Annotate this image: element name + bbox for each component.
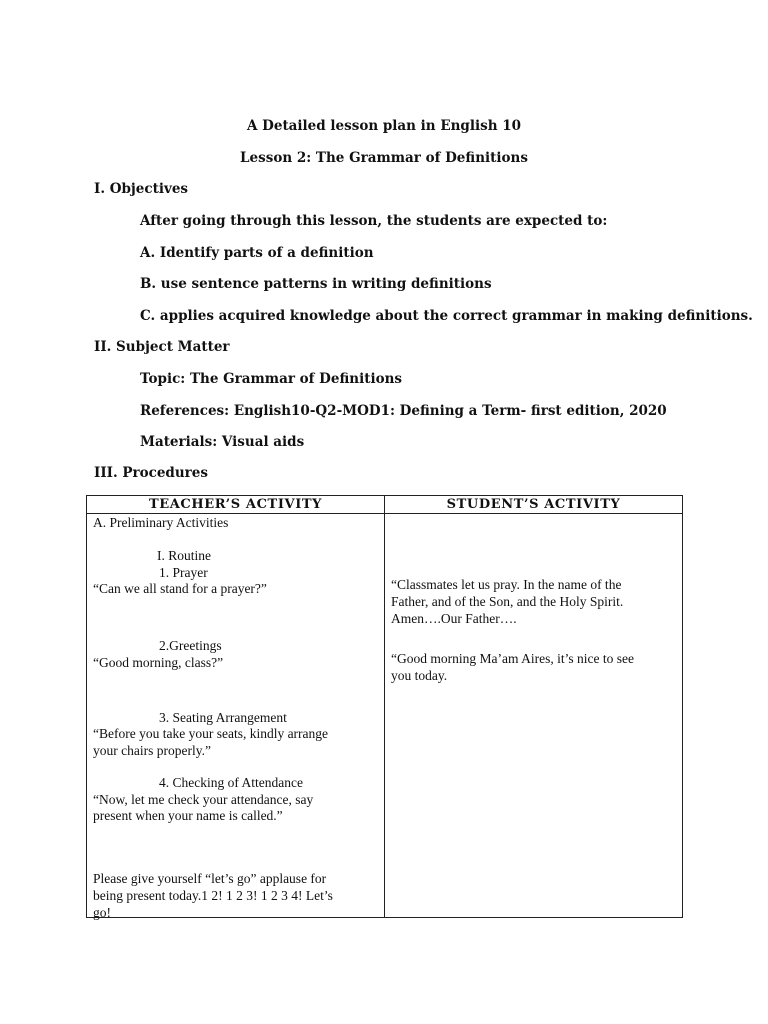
routine-label: I. Routine bbox=[157, 548, 211, 563]
procedures-heading: III. Procedures bbox=[94, 465, 208, 481]
topic-line: Topic: The Grammar of Definitions bbox=[140, 371, 402, 387]
document-title: A Detailed lesson plan in English 10 bbox=[246, 118, 522, 134]
student-activity-cell bbox=[385, 514, 683, 918]
seating-label: 3. Seating Arrangement bbox=[159, 710, 287, 725]
student-prayer-line: “Classmates let us pray. In the name of the bbox=[391, 577, 622, 592]
student-prayer-line: Father, and of the Son, and the Holy Spirit. bbox=[391, 594, 624, 609]
table-row bbox=[87, 514, 683, 918]
student-greeting-line: you today. bbox=[391, 668, 448, 683]
student-activity-header: STUDENT’S ACTIVITY bbox=[385, 496, 683, 514]
objective-item: A. Identify parts of a definition bbox=[140, 245, 374, 261]
teacher-activity-cell bbox=[87, 514, 385, 918]
applause-line: being present today.1 2! 1 2 3! 1 2 3 4! Let’s bbox=[93, 888, 333, 903]
lesson-title: Lesson 2: The Grammar of Definitions bbox=[240, 150, 528, 166]
subject-matter-heading: II. Subject Matter bbox=[94, 339, 230, 355]
teacher-activity-header: TEACHER’S ACTIVITY bbox=[87, 496, 385, 514]
applause-line: go! bbox=[93, 905, 111, 920]
attendance-label: 4. Checking of Attendance bbox=[159, 775, 303, 790]
references-line: References: English10-Q2-MOD1: Defining a Term- first edition, 2020 bbox=[140, 403, 667, 419]
prayer-label: 1. Prayer bbox=[159, 565, 208, 580]
greetings-label: 2.Greetings bbox=[159, 638, 222, 653]
procedures-table bbox=[86, 495, 683, 918]
objectives-intro: After going through this lesson, the students are expected to: bbox=[140, 213, 608, 229]
attendance-prompt-line: present when your name is called.” bbox=[93, 808, 283, 823]
student-prayer-line: Amen….Our Father…. bbox=[391, 611, 517, 626]
applause-line: Please give yourself “let’s go” applause for bbox=[93, 871, 327, 886]
materials-line: Materials: Visual aids bbox=[140, 434, 305, 450]
prayer-prompt: “Can we all stand for a prayer?” bbox=[93, 581, 267, 596]
objectives-heading: I. Objectives bbox=[94, 181, 189, 197]
greetings-prompt: “Good morning, class?” bbox=[93, 655, 224, 670]
objective-item: B. use sentence patterns in writing definitions bbox=[140, 276, 492, 292]
table-header-row bbox=[87, 496, 683, 514]
seating-prompt-line: “Before you take your seats, kindly arrange bbox=[93, 726, 329, 741]
prelim-activities-label: A. Preliminary Activities bbox=[93, 515, 229, 530]
student-greeting-line: “Good morning Ma’am Aires, it’s nice to see bbox=[391, 651, 634, 666]
attendance-prompt-line: “Now, let me check your attendance, say bbox=[93, 792, 314, 807]
seating-prompt-line: your chairs properly.” bbox=[93, 743, 211, 758]
objective-item: C. applies acquired knowledge about the correct grammar in making definitions. bbox=[140, 308, 753, 324]
